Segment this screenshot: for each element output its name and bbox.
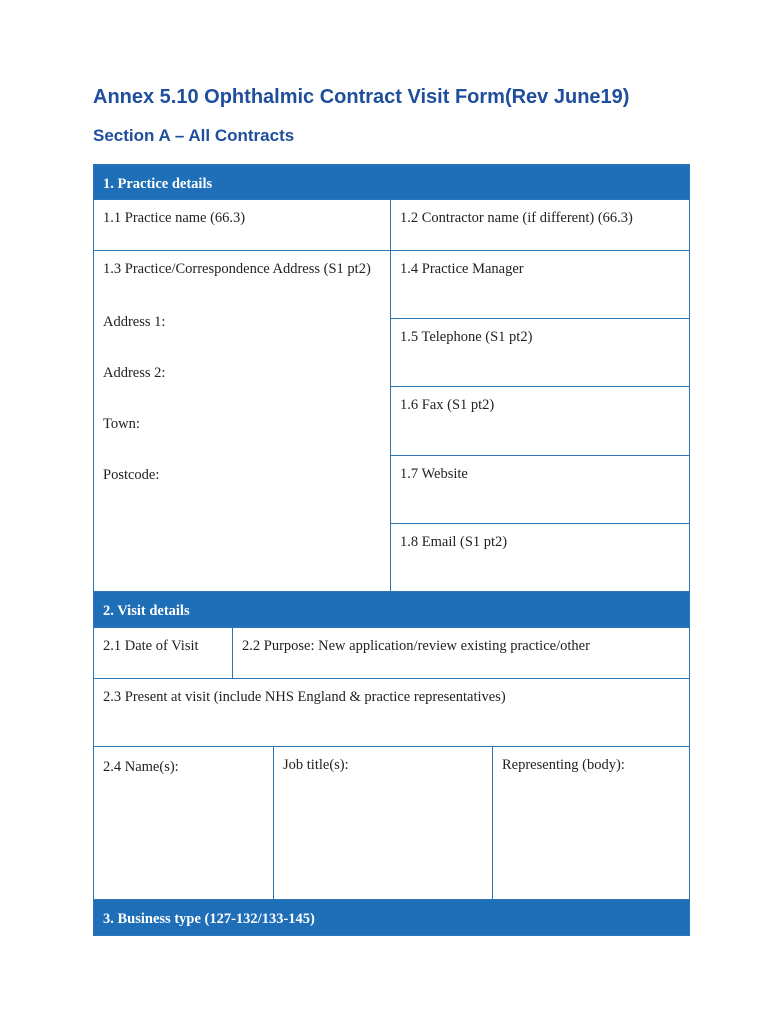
postcode-label: Postcode: (103, 467, 160, 483)
website-field[interactable]: 1.7 Website (390, 455, 690, 524)
present-at-visit-field[interactable]: 2.3 Present at visit (include NHS England & practice representatives) (93, 678, 690, 747)
section-title: Section A – All Contracts (93, 126, 295, 145)
email-field[interactable]: 1.8 Email (S1 pt2) (390, 523, 690, 592)
telephone-field[interactable]: 1.5 Telephone (S1 pt2) (390, 318, 690, 387)
practice-manager-field[interactable]: 1.4 Practice Manager (390, 250, 690, 319)
address-1-label: Address 1: (103, 314, 166, 330)
practice-address-field[interactable] (93, 250, 391, 592)
visit-details-header: 2. Visit details (93, 591, 690, 628)
practice-details-header: 1. Practice details (93, 164, 690, 200)
practice-name-field[interactable]: 1.1 Practice name (66.3) (93, 199, 391, 251)
attendee-job-titles-field[interactable]: Job title(s): (273, 746, 493, 900)
fax-field[interactable]: 1.6 Fax (S1 pt2) (390, 386, 690, 456)
attendee-representing-field[interactable]: Representing (body): (492, 746, 690, 900)
address-2-label: Address 2: (103, 365, 166, 381)
visit-date-field[interactable]: 2.1 Date of Visit (93, 627, 233, 679)
visit-purpose-field[interactable]: 2.2 Purpose: New application/review existing practice/other (232, 627, 690, 679)
attendee-names-field[interactable]: 2.4 Name(s): (93, 746, 274, 900)
town-label: Town: (103, 416, 140, 432)
contractor-name-field[interactable]: 1.2 Contractor name (if different) (66.3) (390, 199, 690, 251)
practice-address-label: 1.3 Practice/Correspondence Address (S1 pt2) (103, 261, 371, 277)
business-type-header: 3. Business type (127-132/133-145) (93, 899, 690, 936)
document-title: Annex 5.10 Ophthalmic Contract Visit Form(Rev June19) (93, 86, 630, 108)
